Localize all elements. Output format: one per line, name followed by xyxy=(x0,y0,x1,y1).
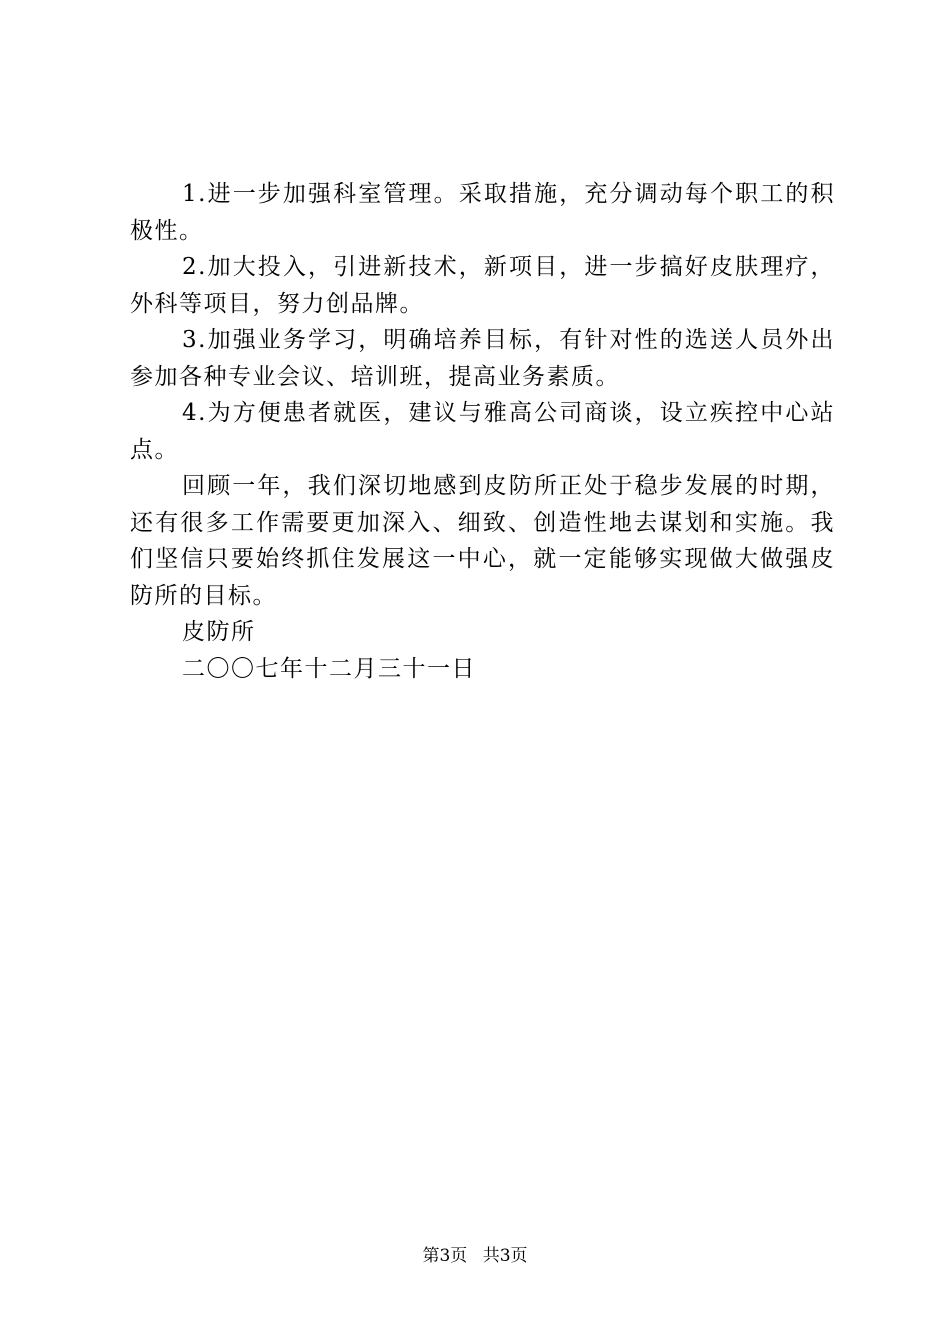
page-total: 共3页 xyxy=(482,1246,528,1266)
signature-date: 二〇〇七年十二月三十一日 xyxy=(182,655,476,682)
page-number: 第3页 xyxy=(422,1246,468,1266)
paragraph-item-1: 1.进一步加强科室管理。采取措施，充分调动每个职工的积极性。 xyxy=(130,181,835,244)
page-footer xyxy=(0,1241,950,1266)
document-body xyxy=(130,176,835,687)
paragraph-item-4: 4.为方便患者就医，建议与雅高公司商谈，设立疾控中心站点。 xyxy=(130,400,835,463)
paragraph-item-3: 3.加强业务学习，明确培养目标，有针对性的选送人员外出参加各种专业会议、培训班，提高业务素质。 xyxy=(130,327,835,390)
signature-organization: 皮防所 xyxy=(182,619,256,645)
paragraph-item-2: 2.加大投入，引进新技术，新项目，进一步搞好皮肤理疗，外科等项目，努力创品牌。 xyxy=(130,254,835,317)
paragraph-summary: 回顾一年，我们深切地感到皮防所正处于稳步发展的时期，还有很多工作需要更加深入、细致、创造性地去谋划和实施。我们坚信只要始终抓住发展这一中心，就一定能够实现做大做强皮防所的目标。 xyxy=(130,473,835,609)
